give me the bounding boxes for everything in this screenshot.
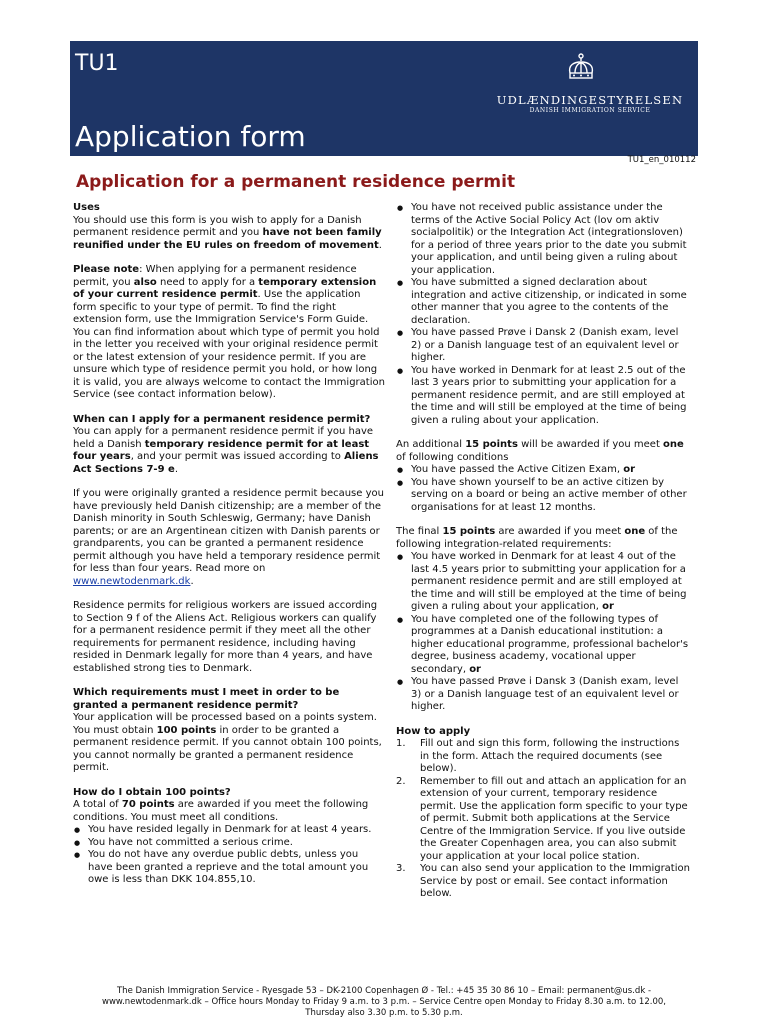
uses-paragraph: You should use this form is you wish to apply for a Danish permanent residence permit and you have not been family reunified under the EU rules on freedom of movement.	[73, 214, 382, 251]
application-form-title: Application form	[75, 120, 306, 153]
left-column	[73, 202, 385, 887]
list-item: ● You have submitted a signed declaration about integration and active citizenship, or indicated in some other manner that you agree to the contents of the declaration.	[396, 277, 690, 327]
list-item: ● You do not have any overdue public debts, unless you have been granted a reprieve and the total amount you owe is less than DKK 104.855,10.	[73, 849, 385, 887]
footer-contact	[70, 986, 698, 1019]
list-item: ● You have passed Prøve i Dansk 3 (Danish exam, level 3) or a Danish language test of an equivalent level or higher.	[396, 676, 690, 714]
religious-workers-paragraph: Residence permits for religious workers are issued according to Section 9 f of the Aliens Act. Religious workers can qualify for a permanent residence permit if they meet all the other requirements for permanent residence, including having resided in Denmark legally for more than 4 years, and have established strong ties to Denmark.	[73, 600, 378, 674]
agency-name: UDLÆNDINGESTYRELSEN	[496, 93, 684, 107]
points-intro: A total of 70 points are awarded if you meet the following conditions. You must meet all conditions.	[73, 799, 369, 823]
list-item: ● You have passed Prøve i Dansk 2 (Danish exam, level 2) or a Danish language test of an equivalent level or higher.	[396, 327, 690, 365]
list-item: ● You have shown yourself to be an active citizen by serving on a board or being an active member of other organisations for at least 12 months.	[396, 477, 690, 515]
conditions-list	[73, 824, 385, 887]
list-item: 3. You can also send your application to the Immigration Service by post or email. See contact information below.	[396, 863, 690, 899]
form-code-title: TU1	[75, 51, 119, 76]
list-item: 2. Remember to fill out and attach an application for an extension of your current, temporary residence permit. Use the application form specific to your type of permit. Submit both applications at the Service Centre of the Immigration Service. If you live outside the Greater Copenhagen area, you can also submit your application at your local police station.	[396, 775, 688, 862]
conditions-list-continued	[396, 202, 690, 427]
additional-conditions-list	[396, 464, 690, 514]
original-permit-paragraph: If you were originally granted a residence permit because you have previously held Danish citizenship; are a member of the Danish minority in South Schleswig, Germany; have Danish parents; or are an Argentinean citizen with Danish parents or grandparents, you can be granted a permanent residence permit although you have held a temporary residence permit for less than four years. Read more on www.newtodenmark.dk.	[73, 488, 384, 587]
final-points-intro: The final 15 points are awarded if you meet one of the following integration-related requirements:	[396, 526, 678, 550]
points-heading: How do I obtain 100 points?	[73, 786, 231, 798]
when-heading: When can I apply for a permanent residence permit?	[73, 413, 371, 425]
integration-requirements-list	[396, 551, 690, 714]
footer-line: www.newtodenmark.dk – Office hours Monday to Friday 9 a.m. to 3 p.m. – Service Centre open Monday to Friday 8.30 a.m. to 12.00,	[102, 997, 666, 1007]
requirements-paragraph: Your application will be processed based on a points system. You must obtain 100 points in order to be granted a permanent residence permit. If you cannot obtain 100 points, you cannot normally be granted a permanent residence permit.	[73, 712, 382, 773]
note-paragraph: Please note: When applying for a permanent residence permit, you also need to apply for a temporary extension of your current residence permit. Use the application form specific to your type of permit. To find the right extension form, use the Immigration Service's Form Guide. You can find information about which type of permit you hold in the letter you received with your original residence permit or the latest extension of your residence permit. If you are unsure which type of residence permit you hold, or how long it is valid, you are always welcome to contact the Immigration Service (see contact information below).	[73, 264, 385, 400]
footer-line: The Danish Immigration Service - Ryesgade 53 – DK-2100 Copenhagen Ø - Tel.: +45 35 30 86 10 – Email: permanent@us.dk -	[116, 986, 652, 996]
additional-points-intro: An additional 15 points will be awarded if you meet one of following conditions	[396, 439, 684, 463]
when-paragraph: You can apply for a permanent residence permit if you have held a Danish temporary residence permit for at least four years, and your permit was issued according to Aliens Act Sections 7-9 e.	[73, 426, 379, 475]
how-to-apply-heading: How to apply	[396, 725, 471, 737]
list-item: ● You have completed one of the following types of programmes at a Danish educational institution: a higher educational programme, professional bachelor's degree, business academy, vocational upper secondary, or	[396, 614, 690, 677]
footer-line: Thursday also 3.30 p.m. to 5.30 p.m.	[305, 1008, 463, 1018]
right-column	[396, 202, 690, 901]
header-banner	[70, 41, 698, 156]
apply-steps-list	[396, 738, 690, 901]
list-item: ● You have worked in Denmark for at least 4 out of the last 4.5 years prior to submitting your application for a permanent residence permit and are still employed at the time and will still be employed at the time of being given a ruling about your application, or	[396, 551, 690, 614]
uses-heading: Uses	[73, 202, 100, 213]
list-item: 1. Fill out and sign this form, following the instructions in the form. Attach the required documents (see below).	[396, 738, 680, 774]
list-item: ● You have resided legally in Denmark for at least 4 years.	[73, 824, 385, 837]
crown-icon	[566, 53, 596, 81]
requirements-heading: Which requirements must I meet in order to be granted a permanent residence permit?	[73, 687, 340, 711]
newtodenmark-link[interactable]: www.newtodenmark.dk	[73, 575, 191, 587]
list-item: ● You have not committed a serious crime.	[73, 837, 385, 850]
form-version-code: TU1_en_010112	[627, 155, 696, 165]
list-item: ● You have passed the Active Citizen Exam, or	[396, 464, 690, 477]
list-item: ● You have worked in Denmark for at least 2.5 out of the last 3 years prior to submitting your application for a permanent residence permit, and are still employed at the time and will still be employed at the time of being given a ruling about your application.	[396, 365, 690, 428]
list-item: ● You have not received public assistance under the terms of the Active Social Policy Act (lov om aktiv socialpolitik) or the Integration Act (integrationsloven) for a period of three years prior to the date you submit your application, and until being given a ruling about your application.	[396, 202, 690, 277]
agency-subtitle: DANISH IMMIGRATION SERVICE	[529, 107, 651, 114]
document-heading: Application for a permanent residence permit	[76, 172, 516, 192]
